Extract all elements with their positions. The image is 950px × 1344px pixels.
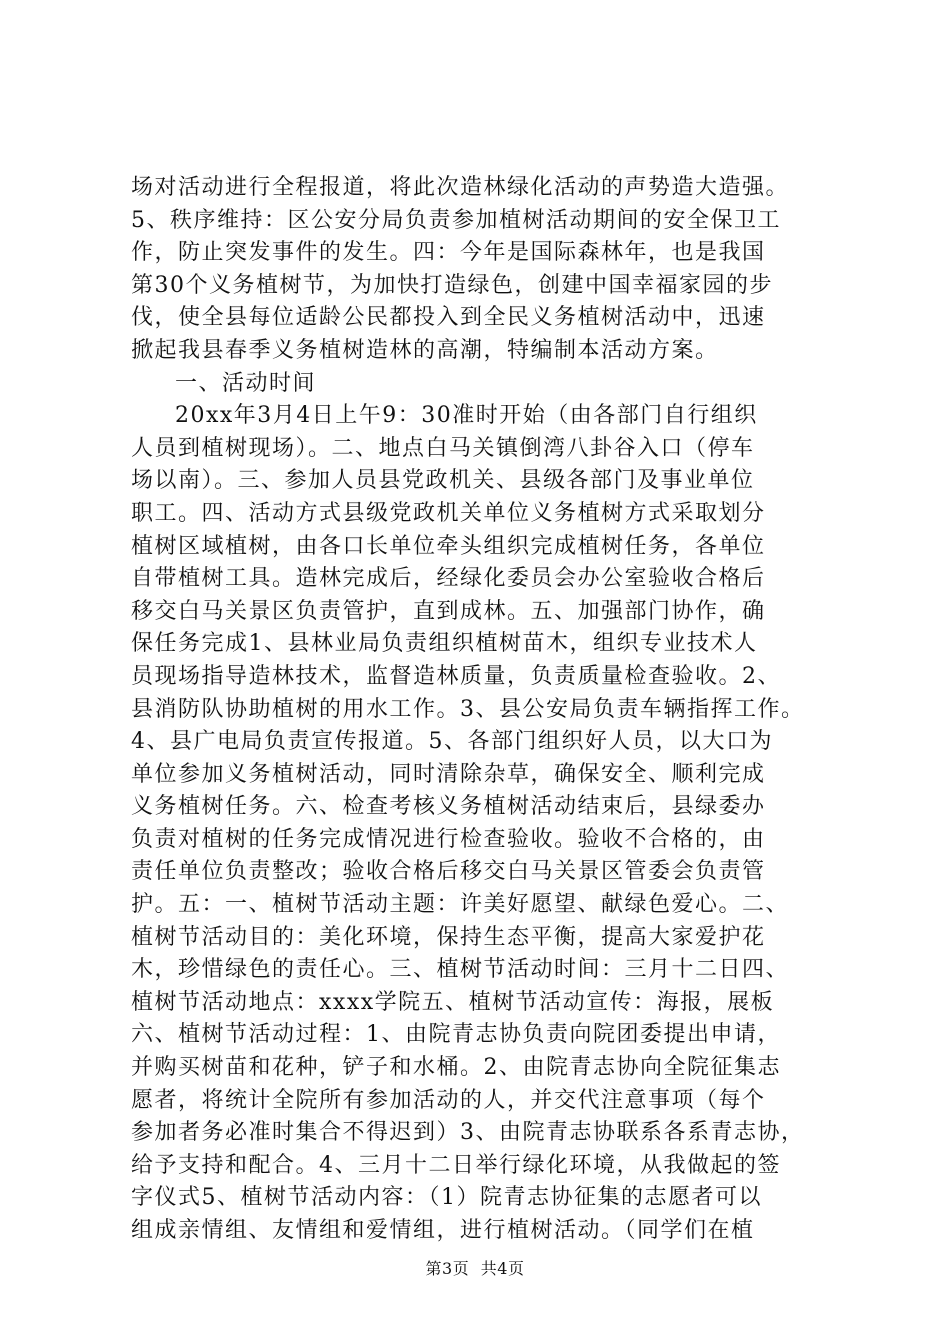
text-line: 第30个义务植树节，为加快打造绿色，创建中国幸福家园的步 bbox=[131, 272, 773, 298]
text-line: 自带植树工具。造林完成后，经绿化委员会办公室验收合格后 bbox=[131, 566, 766, 592]
page-total: 共4页 bbox=[480, 1259, 525, 1278]
text-line: 20xx年3月4日上午9：30准时开始（由各部门自行组织 bbox=[175, 403, 758, 429]
text-line: 保任务完成1、县林业局负责组织植树苗木，组织专业技术人 bbox=[131, 631, 758, 657]
text-line: 责任单位负责整改；验收合格后移交白马关景区管委会负责管 bbox=[131, 859, 766, 885]
text-line: 植树区域植树，由各口长单位牵头组织完成植树任务，各单位 bbox=[131, 533, 766, 559]
text-line: 组成亲情组、友情组和爱情组，进行植树活动。（同学们在植 bbox=[131, 1218, 755, 1243]
text-line: 5、秩序维持：区公安分局负责参加植树活动期间的安全保卫工 bbox=[131, 207, 781, 233]
text-line: 植树节活动地点：xxxx学院五、植树节活动宣传：海报，展板 bbox=[131, 989, 775, 1015]
section-heading: 一、活动时间 bbox=[175, 370, 317, 396]
text-line: 义务植树任务。六、检查考核义务植树活动结束后，县绿委办 bbox=[131, 794, 766, 820]
text-line: 护。五：一、植树节活动主题：许美好愿望、献绿色爱心。二、 bbox=[131, 892, 790, 918]
text-line: 木，珍惜绿色的责任心。三、植树节活动时间：三月十二日四、 bbox=[131, 957, 790, 983]
text-line: 职工。四、活动方式县级党政机关单位义务植树方式采取划分 bbox=[131, 500, 766, 526]
text-line: 县消防队协助植树的用水工作。3、县公安局负责车辆指挥工作。 bbox=[131, 696, 805, 722]
page-number: 第3页 bbox=[425, 1259, 470, 1278]
text-line: 字仪式5、植树节活动内容：（1）院青志协征集的志愿者可以 bbox=[131, 1185, 762, 1211]
text-line: 移交白马关景区负责管护，直到成林。五、加强部门协作，确 bbox=[131, 598, 766, 624]
page-footer bbox=[0, 1256, 950, 1279]
text-line: 给予支持和配合。4、三月十二日举行绿化环境，从我做起的签 bbox=[131, 1152, 781, 1178]
text-line: 六、植树节活动过程：1、由院青志协负责向院团委提出申请， bbox=[131, 1022, 781, 1048]
text-line: 伐，使全县每位适龄公民都投入到全民义务植树活动中，迅速 bbox=[131, 305, 766, 331]
text-line: 单位参加义务植树活动，同时清除杂草，确保安全、顺利完成 bbox=[131, 761, 766, 787]
text-line: 4、县广电局负责宣传报道。5、各部门组织好人员，以大口为 bbox=[131, 729, 773, 755]
text-line: 负责对植树的任务完成情况进行检查验收。验收不合格的，由 bbox=[131, 826, 766, 852]
text-line: 植树节活动目的：美化环境，保持生态平衡，提高大家爱护花 bbox=[131, 924, 766, 950]
text-line: 作，防止突发事件的发生。四：今年是国际森林年，也是我国 bbox=[131, 240, 766, 266]
text-line: 愿者，将统计全院所有参加活动的人，并交代注意事项（每个 bbox=[131, 1087, 766, 1113]
text-line: 人员到植树现场）。二、地点白马关镇倒湾八卦谷入口（停车 bbox=[131, 435, 755, 461]
text-line: 掀起我县春季义务植树造林的高潮，特编制本活动方案。 bbox=[131, 337, 719, 363]
document-body bbox=[131, 172, 851, 1248]
text-line: 场以南）。三、参加人员县党政机关、县级各部门及事业单位 bbox=[131, 468, 755, 494]
text-line: 参加者务必准时集合不得迟到）3、由院青志协联系各系青志协， bbox=[131, 1120, 805, 1146]
text-line: 场对活动进行全程报道，将此次造林绿化活动的声势造大造强。 bbox=[131, 175, 790, 200]
text-line: 员现场指导造林技术，监督造林质量，负责质量检查验收。2、 bbox=[131, 663, 781, 689]
text-line: 并购买树苗和花种，铲子和水桶。2、由院青志协向全院征集志 bbox=[131, 1055, 781, 1081]
